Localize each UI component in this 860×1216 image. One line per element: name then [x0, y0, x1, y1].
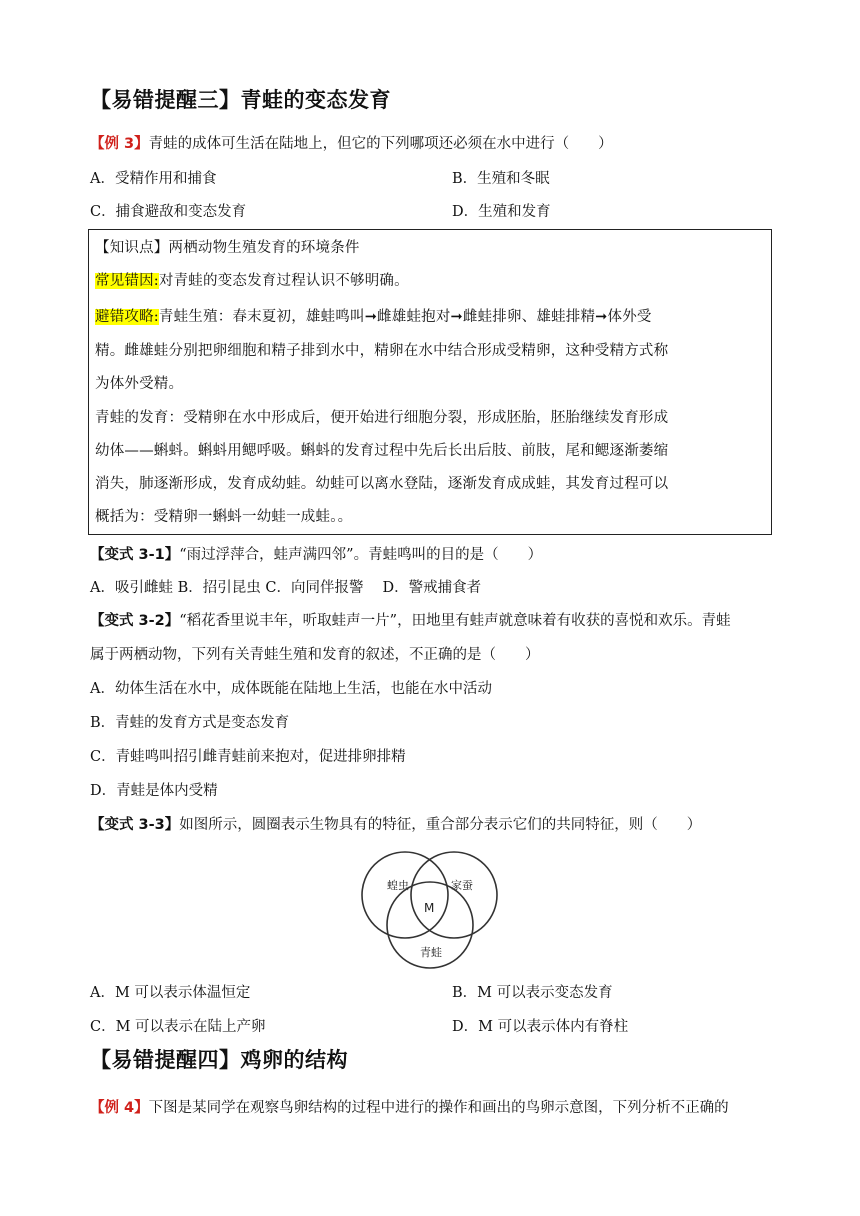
variant32-text-1: “稻花香里说丰年，听取蛙声一片”，田地里有蛙声就意味着有收获的喜悦和欢乐。青蛙	[179, 613, 731, 629]
strategy-line-2: 精。雌雄蛙分别把卵细胞和精子排到水中，精卵在水中结合形成受精卵，这种受精方式称	[95, 343, 669, 359]
strategy-label: 避错攻略:	[95, 309, 159, 325]
variant33-question	[90, 815, 701, 835]
variant32-option-b: B．青蛙的发育方式是变态发育	[90, 715, 290, 731]
example4-question	[90, 1098, 729, 1118]
development-line-3: 消失，肺逐渐形成，发育成幼蛙。幼蛙可以离水登陆，逐渐发育成成蛙，其发育过程可以	[95, 476, 669, 492]
development-line-2: 幼体——蝌蚪。蝌蚪用鳃呼吸。蝌蚪的发育过程中先后长出后肢、前肢，尾和鳃逐渐萎缩	[95, 443, 669, 459]
venn-label-locust: 蝗虫	[387, 879, 409, 892]
variant33-option-b: B．M 可以表示变态发育	[452, 985, 613, 1001]
example3-question	[90, 134, 613, 154]
knowledge-box	[88, 229, 772, 535]
example3-option-b: B．生殖和冬眠	[452, 171, 550, 187]
venn-label-center: M	[424, 901, 435, 915]
variant33-text: 如图所示，圆圈表示生物具有的特征，重合部分表示它们的共同特征，则（ ）	[179, 817, 702, 833]
variant31-options: A．吸引雌蛙 B．招引昆虫 C．向同伴报警 D．警戒捕食者	[90, 580, 482, 596]
example3-option-d: D．生殖和发育	[452, 204, 551, 220]
variant32-option-c: C．青蛙鸣叫招引雌青蛙前来抱对，促进排卵排精	[90, 749, 406, 765]
variant32-question-1	[90, 611, 731, 631]
variant32-option-a: A．幼体生活在水中，成体既能在陆地上生活，也能在水中活动	[90, 681, 492, 697]
strategy-text-1: 青蛙生殖：春末夏初，雄蛙鸣叫➞雌雄蛙抱对➞雌蛙排卵、雄蛙排精➞体外受	[158, 309, 652, 325]
development-line-1: 青蛙的发育：受精卵在水中形成后，便开始进行细胞分裂，形成胚胎，胚胎继续发育形成	[95, 410, 669, 426]
venn-diagram	[355, 846, 505, 976]
section4-title: 【易错提醒四】鸡卵的结构	[90, 1048, 348, 1072]
common-error-label: 常见错因:	[95, 273, 159, 289]
variant33-tag: 【变式 3-3】	[90, 817, 180, 833]
common-error	[95, 271, 409, 291]
venn-label-silkworm: 家蚕	[451, 879, 473, 892]
variant31-tag: 【变式 3-1】	[90, 547, 180, 563]
example4-text: 下图是某同学在观察鸟卵结构的过程中进行的操作和画出的鸟卵示意图，下列分析不正确的	[148, 1100, 729, 1116]
example3-tag: 【例 3】	[90, 136, 149, 152]
strategy-line-1	[95, 307, 652, 327]
variant31-text: “雨过浮萍合，蛙声满四邻”。青蛙鸣叫的目的是（ ）	[179, 547, 543, 563]
variant33-option-a: A．M 可以表示体温恒定	[90, 985, 251, 1001]
example4-tag: 【例 4】	[90, 1100, 149, 1116]
variant31-question	[90, 545, 542, 565]
example3-option-c: C．捕食避敌和变态发育	[90, 204, 247, 220]
example3-option-a: A．受精作用和捕食	[90, 171, 217, 187]
example3-text: 青蛙的成体可生活在陆地上，但它的下列哪项还必须在水中进行（ ）	[148, 136, 613, 152]
variant32-option-d: D．青蛙是体内受精	[90, 783, 218, 799]
variant33-option-d: D．M 可以表示体内有脊柱	[452, 1019, 629, 1035]
common-error-text: 对青蛙的变态发育过程认识不够明确。	[158, 273, 409, 289]
variant32-question-2: 属于两栖动物，下列有关青蛙生殖和发育的叙述，不正确的是（ ）	[90, 647, 540, 663]
development-line-4: 概括为：受精卵一蝌蚪一幼蛙一成蛙。。	[95, 509, 353, 525]
venn-circle-locust	[362, 852, 448, 938]
variant32-tag: 【变式 3-2】	[90, 613, 180, 629]
variant33-option-c: C．M 可以表示在陆上产卵	[90, 1019, 266, 1035]
knowledge-point: 【知识点】两栖动物生殖发育的环境条件	[95, 240, 360, 256]
section3-title: 【易错提醒三】青蛙的变态发育	[90, 88, 391, 112]
venn-label-frog: 青蛙	[420, 946, 442, 959]
venn-circle-silkworm	[411, 852, 497, 938]
strategy-line-3: 为体外受精。	[95, 376, 184, 392]
